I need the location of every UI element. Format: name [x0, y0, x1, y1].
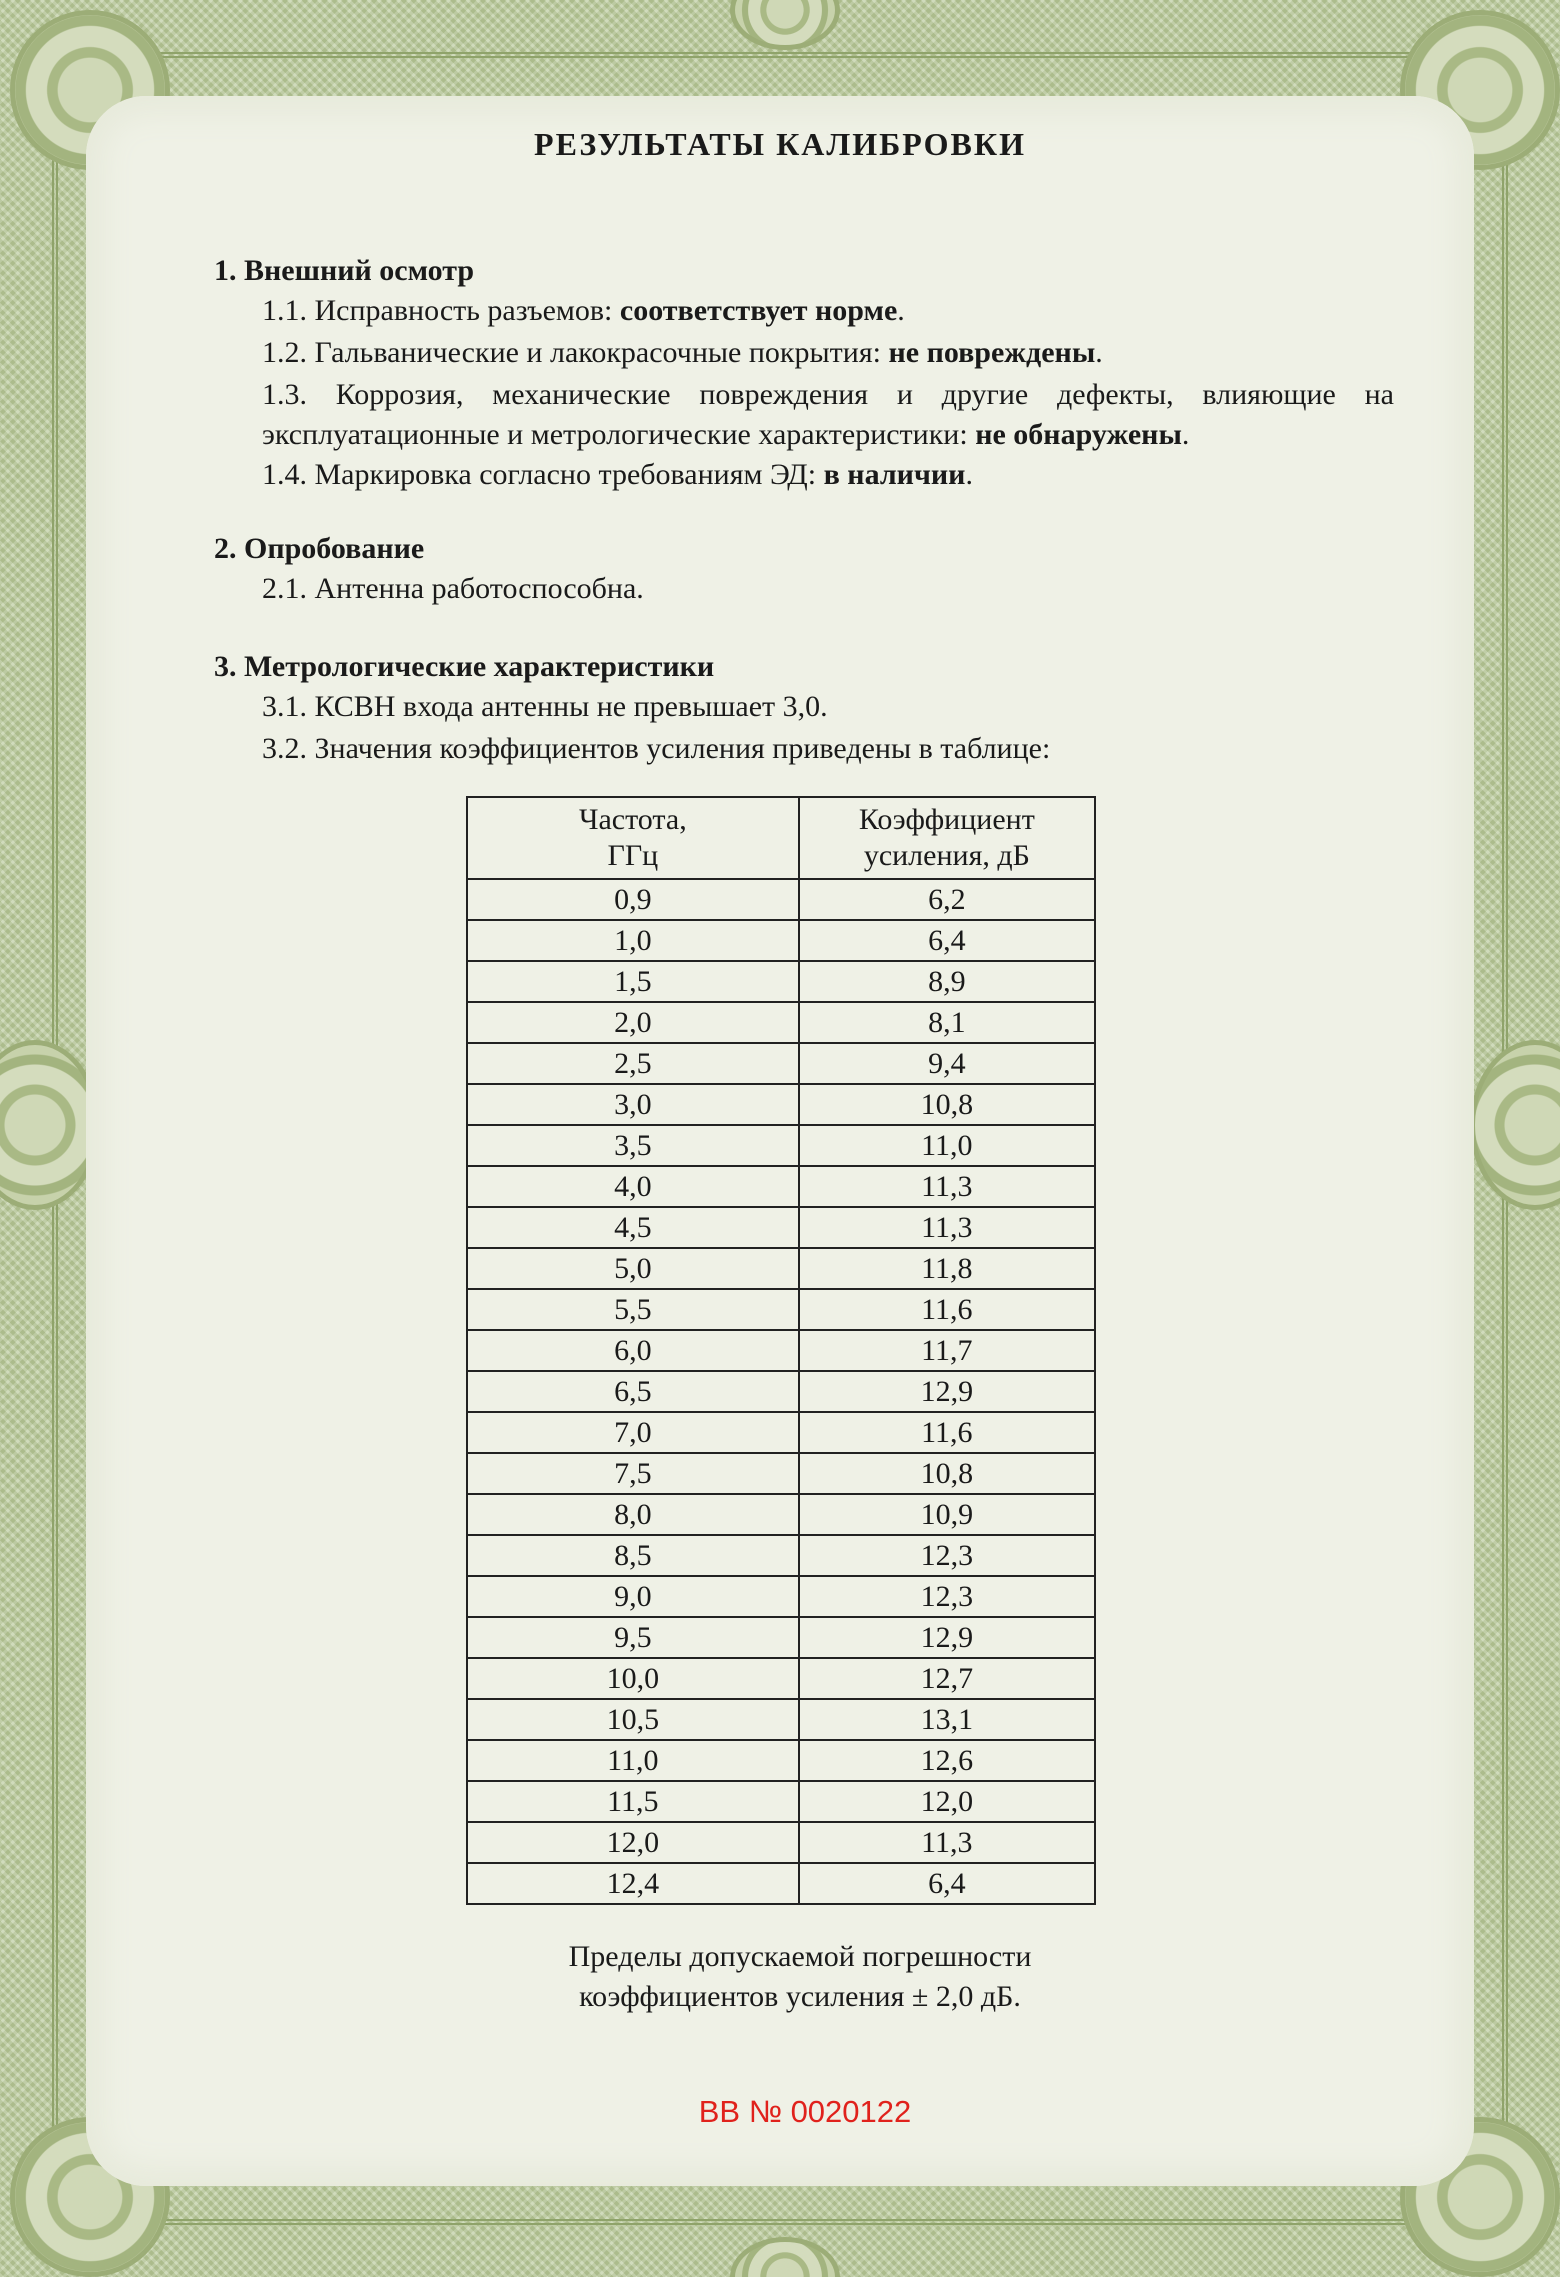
gain-cell: 11,6 [799, 1289, 1095, 1330]
table-row [467, 1863, 1095, 1904]
tolerance-note-line1: Пределы допускаемой погрешности [568, 1940, 1032, 1973]
item-1-4: 1.4. Маркировка согласно требованиям ЭД: в наличии. [262, 458, 973, 491]
frequency-cell: 12,0 [467, 1822, 799, 1863]
frequency-cell: 12,4 [467, 1863, 799, 1904]
frequency-cell: 5,5 [467, 1289, 799, 1330]
frequency-cell: 3,5 [467, 1125, 799, 1166]
frequency-cell: 3,0 [467, 1084, 799, 1125]
frequency-cell: 7,0 [467, 1412, 799, 1453]
header-frequency: Частота, ГГц [467, 797, 799, 879]
page-title: РЕЗУЛЬТАТЫ КАЛИБРОВКИ [534, 126, 1026, 162]
tolerance-note-line2: коэффициентов усиления ± 2,0 дБ. [579, 1980, 1021, 2013]
table-row [467, 1740, 1095, 1781]
gain-cell: 8,1 [799, 1002, 1095, 1043]
frequency-cell: 8,5 [467, 1535, 799, 1576]
gain-cell: 11,7 [799, 1330, 1095, 1371]
frequency-cell: 2,5 [467, 1043, 799, 1084]
item-3-2: 3.2. Значения коэффициентов усиления приведены в таблице: [262, 732, 1051, 765]
table-header-row [467, 797, 1095, 879]
gain-cell: 9,4 [799, 1043, 1095, 1084]
item-1-1: 1.1. Исправность разъемов: соответствует норме. [262, 294, 905, 327]
gain-cell: 12,9 [799, 1371, 1095, 1412]
item-1-3-line1: 1.3. Коррозия, механические повреждения и другие дефекты, влияющие на [262, 378, 1394, 411]
table-row [467, 1084, 1095, 1125]
frequency-cell: 10,5 [467, 1699, 799, 1740]
serial-number: ВВ № 0020122 [698, 2094, 912, 2129]
frequency-cell: 4,5 [467, 1207, 799, 1248]
gain-cell: 10,9 [799, 1494, 1095, 1535]
gain-table [466, 796, 1096, 1905]
table-row [467, 1166, 1095, 1207]
table-row [467, 920, 1095, 961]
gain-cell: 11,0 [799, 1125, 1095, 1166]
frequency-cell: 7,5 [467, 1453, 799, 1494]
table-row [467, 1125, 1095, 1166]
section-heading-metrology: 3. Метрологические характеристики [214, 650, 715, 683]
table-row [467, 1453, 1095, 1494]
section-heading-testing: 2. Опробование [214, 532, 425, 565]
table-row [467, 1781, 1095, 1822]
frequency-cell: 0,9 [467, 879, 799, 920]
gain-cell: 12,9 [799, 1617, 1095, 1658]
gain-cell: 10,8 [799, 1453, 1095, 1494]
header-gain: Коэффициент усиления, дБ [799, 797, 1095, 879]
frequency-cell: 11,5 [467, 1781, 799, 1822]
section-heading-inspection: 1. Внешний осмотр [214, 254, 475, 287]
frequency-cell: 10,0 [467, 1658, 799, 1699]
frequency-cell: 8,0 [467, 1494, 799, 1535]
frequency-cell: 9,0 [467, 1576, 799, 1617]
table-row [467, 1699, 1095, 1740]
item-2-1: 2.1. Антенна работоспособна. [262, 572, 644, 605]
tolerance-note [0, 1937, 1560, 2017]
table-row [467, 1043, 1095, 1084]
gain-cell: 12,0 [799, 1781, 1095, 1822]
gain-cell: 6,4 [799, 1863, 1095, 1904]
table-row [467, 1412, 1095, 1453]
table-row [467, 1494, 1095, 1535]
gain-cell: 10,8 [799, 1084, 1095, 1125]
frequency-cell: 9,5 [467, 1617, 799, 1658]
gain-cell: 11,6 [799, 1412, 1095, 1453]
gain-cell: 6,4 [799, 920, 1095, 961]
frequency-cell: 6,0 [467, 1330, 799, 1371]
gain-cell: 6,2 [799, 879, 1095, 920]
table-body [467, 879, 1095, 1904]
frequency-cell: 6,5 [467, 1371, 799, 1412]
frequency-cell: 5,0 [467, 1248, 799, 1289]
table-row [467, 1535, 1095, 1576]
frequency-cell: 2,0 [467, 1002, 799, 1043]
table-row [467, 879, 1095, 920]
gain-cell: 12,3 [799, 1535, 1095, 1576]
table-row [467, 1576, 1095, 1617]
item-3-1: 3.1. КСВН входа антенны не превышает 3,0. [262, 690, 828, 723]
gain-cell: 12,6 [799, 1740, 1095, 1781]
gain-cell: 11,3 [799, 1822, 1095, 1863]
frequency-cell: 11,0 [467, 1740, 799, 1781]
frequency-cell: 1,5 [467, 961, 799, 1002]
frequency-cell: 4,0 [467, 1166, 799, 1207]
gain-cell: 12,7 [799, 1658, 1095, 1699]
table-row [467, 1658, 1095, 1699]
frequency-cell: 1,0 [467, 920, 799, 961]
table-row [467, 1289, 1095, 1330]
item-1-3-line2: эксплуатационные и метрологические характеристики: не обнаружены. [262, 418, 1190, 451]
item-1-2: 1.2. Гальванические и лакокрасочные покрытия: не повреждены. [262, 336, 1103, 369]
table-row [467, 1822, 1095, 1863]
gain-cell: 8,9 [799, 961, 1095, 1002]
gain-cell: 11,3 [799, 1166, 1095, 1207]
table-row [467, 1617, 1095, 1658]
table-row [467, 1330, 1095, 1371]
table-row [467, 1207, 1095, 1248]
table-row [467, 1002, 1095, 1043]
gain-cell: 11,8 [799, 1248, 1095, 1289]
gain-cell: 11,3 [799, 1207, 1095, 1248]
table-row [467, 1371, 1095, 1412]
table-row [467, 961, 1095, 1002]
table-row [467, 1248, 1095, 1289]
gain-cell: 12,3 [799, 1576, 1095, 1617]
gain-cell: 13,1 [799, 1699, 1095, 1740]
